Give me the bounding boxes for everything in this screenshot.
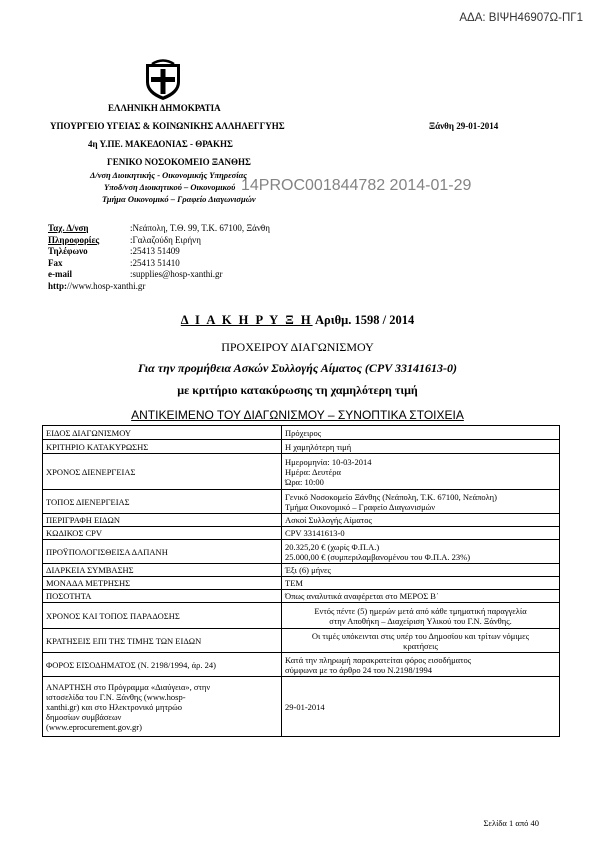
row-key: ΤΟΠΟΣ ΔΙΕΝΕΡΓΕΙΑΣ bbox=[43, 490, 282, 514]
row-value-line: Κατά την πληρωμή παρακρατείται φόρος εισοδήματος bbox=[285, 654, 472, 665]
row-value: Όπως αναλυτικά αναφέρεται στο ΜΕΡΟΣ Β΄ bbox=[282, 590, 560, 603]
table-row bbox=[43, 426, 560, 440]
summary-table bbox=[42, 425, 560, 737]
row-value-line: 25.000,00 € (συμπεριλαμβανομένου του Φ.Π.Α. 23%) bbox=[285, 551, 471, 562]
website-link[interactable]: //www.hosp-xanthi.gr bbox=[67, 280, 146, 291]
row-key: ΚΡΑΤΗΣΕΙΣ ΕΠΙ ΤΗΣ ΤΙΜΗΣ ΤΩΝ ΕΙΔΩΝ bbox=[43, 629, 282, 653]
table-row bbox=[43, 590, 560, 603]
contact-key: Τηλέφωνο bbox=[48, 246, 88, 256]
department-2: Υποδ/νση Διοικητικού – Οικονομικού bbox=[104, 182, 236, 192]
row-key: ΠΕΡΙΓΡΑΦΗ ΕΙΔΩΝ bbox=[43, 514, 282, 527]
subtitle-criterion: με κριτήριο κατακύρωσης τη χαμηλότερη τιμή bbox=[177, 383, 418, 397]
page-number: Σελίδα 1 από 40 bbox=[483, 818, 539, 828]
contact-key: Ταχ. Δ/νση bbox=[48, 223, 89, 233]
row-value: Πρόχειρος bbox=[282, 426, 560, 440]
republic-name: ΕΛΛΗΝΙΚΗ ΔΗΜΟΚΡΑΤΙΑ bbox=[108, 103, 221, 113]
section-title: ΑΝΤΙΚΕΙΜΕΝΟ ΤΟΥ ΔΙΑΓΩΝΙΣΜΟΥ – ΣΥΝΟΠΤΙΚΑ ΣΤΟΙΧΕΙΑ bbox=[131, 408, 464, 422]
table-row bbox=[43, 603, 560, 629]
subtitle-procurement: Για την προμήθεια Ασκών Συλλογής Αίματος (CPV 33141613-0) bbox=[138, 361, 457, 375]
place-date: Ξάνθη 29-01-2014 bbox=[429, 121, 499, 131]
row-key-line: xanthi.gr) και στο Ηλεκτρονικό μητρώο bbox=[46, 701, 182, 712]
contact-row bbox=[48, 269, 270, 281]
contact-key: Πληροφορίες bbox=[48, 234, 100, 245]
contact-value: :supplies@hosp-xanthi.gr bbox=[130, 269, 223, 279]
row-key-line: (www.eprocurement.gov.gr) bbox=[46, 721, 142, 732]
row-key: ΚΡΙΤΗΡΙΟ ΚΑΤΑΚΥΡΩΣΗΣ bbox=[43, 440, 282, 454]
row-key: ΧΡΟΝΟΣ ΔΙΕΝΕΡΓΕΙΑΣ bbox=[43, 454, 282, 490]
row-key: ΠΟΣΟΤΗΤΑ bbox=[43, 590, 282, 603]
row-value: Η χαμηλότερη τιμή bbox=[282, 440, 560, 454]
table-row bbox=[43, 677, 560, 737]
row-value-line: Ημερομηνία: 10-03-2014 bbox=[285, 456, 372, 467]
subtitle-competition: ΠΡΟΧΕΙΡΟΥ ΔΙΑΓΩΝΙΣΜΟΥ bbox=[221, 340, 374, 354]
row-key-line: ΑΝΑΡΤΗΣΗ στο Πρόγραμμα «Διαύγεια», στην bbox=[46, 681, 211, 692]
table-row bbox=[43, 527, 560, 540]
table-row bbox=[43, 653, 560, 677]
contact-value: :Νεάπολη, Τ.Θ. 99, Τ.Κ. 67100, Ξάνθη bbox=[130, 223, 270, 233]
table-row bbox=[43, 454, 560, 490]
row-key: ΦΟΡΟΣ ΕΙΣΟΔΗΜΑΤΟΣ (Ν. 2198/1994, άρ. 24) bbox=[43, 653, 282, 677]
row-value bbox=[282, 653, 560, 677]
row-value-line: Εντός πέντε (5) ημερών μετά από κάθε τμηματική παραγγελία bbox=[314, 605, 527, 616]
row-value: Ασκοί Συλλογής Αίματος bbox=[282, 514, 560, 527]
table-row bbox=[43, 514, 560, 527]
row-value-line: Γενικό Νοσοκομείο Ξάνθης (Νεάπολη, Τ.Κ. 67100, Νεάπολη) bbox=[285, 491, 497, 502]
row-key: ΔΙΑΡΚΕΙΑ ΣΥΜΒΑΣΗΣ bbox=[43, 564, 282, 577]
protocol-stamp: 14PROC001844782 2014-01-29 bbox=[241, 177, 472, 194]
table-row bbox=[43, 564, 560, 577]
announcement-title bbox=[0, 313, 595, 328]
table-row bbox=[43, 440, 560, 454]
table-row bbox=[43, 490, 560, 514]
row-value-line: Οι τιμές υπόκεινται στις υπέρ του Δημοσίου και τρίτων νόμιμες bbox=[311, 630, 530, 641]
contact-row bbox=[48, 258, 270, 270]
row-value-line: κρατήσεις bbox=[403, 640, 438, 651]
row-key bbox=[43, 677, 282, 737]
row-value bbox=[282, 629, 560, 653]
contact-value: :25413 51410 bbox=[130, 257, 180, 268]
row-value-line: 20.325,20 € (χωρίς Φ.Π.Α.) bbox=[285, 541, 380, 552]
row-value-line: σύμφωνα με το άρθρο 24 του Ν.2198/1994 bbox=[285, 664, 432, 675]
region-name: 4η Υ.ΠΕ. ΜΑΚΕΔΟΝΙΑΣ - ΘΡΑΚΗΣ bbox=[88, 139, 233, 149]
contact-key: Fax bbox=[48, 257, 63, 268]
ministry-name: ΥΠΟΥΡΓΕΙΟ ΥΓΕΙΑΣ & ΚΟΙΝΩΝΙΚΗΣ ΑΛΛΗΛΕΓΓΥΗΣ bbox=[50, 121, 285, 131]
row-key: ΚΩΔΙΚΟΣ CPV bbox=[43, 527, 282, 540]
greek-coat-of-arms-icon bbox=[144, 58, 182, 107]
row-key: ΠΡΟΫΠΟΛΟΓΙΣΘΕΙΣΑ ΔΑΠΑΝΗ bbox=[43, 540, 282, 564]
contact-row bbox=[48, 235, 270, 247]
row-value-line: Ώρα: 10:00 bbox=[285, 476, 324, 487]
table-row bbox=[43, 629, 560, 653]
row-value: CPV 33141613-0 bbox=[282, 527, 560, 540]
row-key: ΕΙΔΟΣ ΔΙΑΓΩΝΙΣΜΟΥ bbox=[43, 426, 282, 440]
row-key: ΧΡΟΝΟΣ ΚΑΙ ΤΟΠΟΣ ΠΑΡΑΔΟΣΗΣ bbox=[43, 603, 282, 629]
row-key-line: ιστοσελίδα του Γ.Ν. Ξάνθης (www.hosp- bbox=[46, 691, 186, 702]
row-value-line: στην Αποθήκη – Διαχείριση Υλικού του Γ.Ν. Ξάνθης. bbox=[329, 615, 512, 626]
contact-row bbox=[48, 246, 270, 258]
row-key-line: δημοσίων συμβάσεων bbox=[46, 711, 122, 722]
contact-key: e-mail bbox=[48, 269, 72, 279]
ada-code: ΑΔΑ: ΒΙΨΗ46907Ω-ΠΓ1 bbox=[459, 12, 583, 24]
row-value: ΤΕΜ bbox=[282, 577, 560, 590]
row-value bbox=[282, 540, 560, 564]
announcement-word: Δ Ι Α Κ Η Ρ Υ Ξ Η bbox=[180, 313, 313, 327]
row-key: ΜΟΝΑΔΑ ΜΕΤΡΗΣΗΣ bbox=[43, 577, 282, 590]
contact-info bbox=[48, 223, 270, 292]
row-value bbox=[282, 454, 560, 490]
department-3: Τμήμα Οικονομικό – Γραφείο Διαγωνισμών bbox=[102, 194, 256, 204]
row-value-line: Ημέρα: Δευτέρα bbox=[285, 466, 341, 477]
department-1: Δ/νση Διοικητικής - Οικονομικής Υπηρεσίας bbox=[90, 170, 248, 180]
table-row bbox=[43, 540, 560, 564]
announcement-number: Αριθμ. 1598 / 2014 bbox=[315, 313, 415, 327]
hospital-name: ΓΕΝΙΚΟ ΝΟΣΟΚΟΜΕΙΟ ΞΑΝΘΗΣ bbox=[107, 157, 251, 167]
row-value bbox=[282, 490, 560, 514]
website-prefix: http: bbox=[48, 280, 68, 291]
website-row bbox=[48, 281, 270, 293]
row-value: 29-01-2014 bbox=[282, 677, 560, 737]
table-row bbox=[43, 577, 560, 590]
contact-value: :Γαλαζούδη Ειρήνη bbox=[130, 234, 201, 245]
row-value bbox=[282, 603, 560, 629]
contact-row bbox=[48, 223, 270, 235]
contact-value: :25413 51409 bbox=[130, 246, 180, 256]
row-value-line: Τμήμα Οικονομικό – Γραφείο Διαγωνισμών bbox=[285, 501, 436, 512]
row-value: Έξι (6) μήνες bbox=[282, 564, 560, 577]
